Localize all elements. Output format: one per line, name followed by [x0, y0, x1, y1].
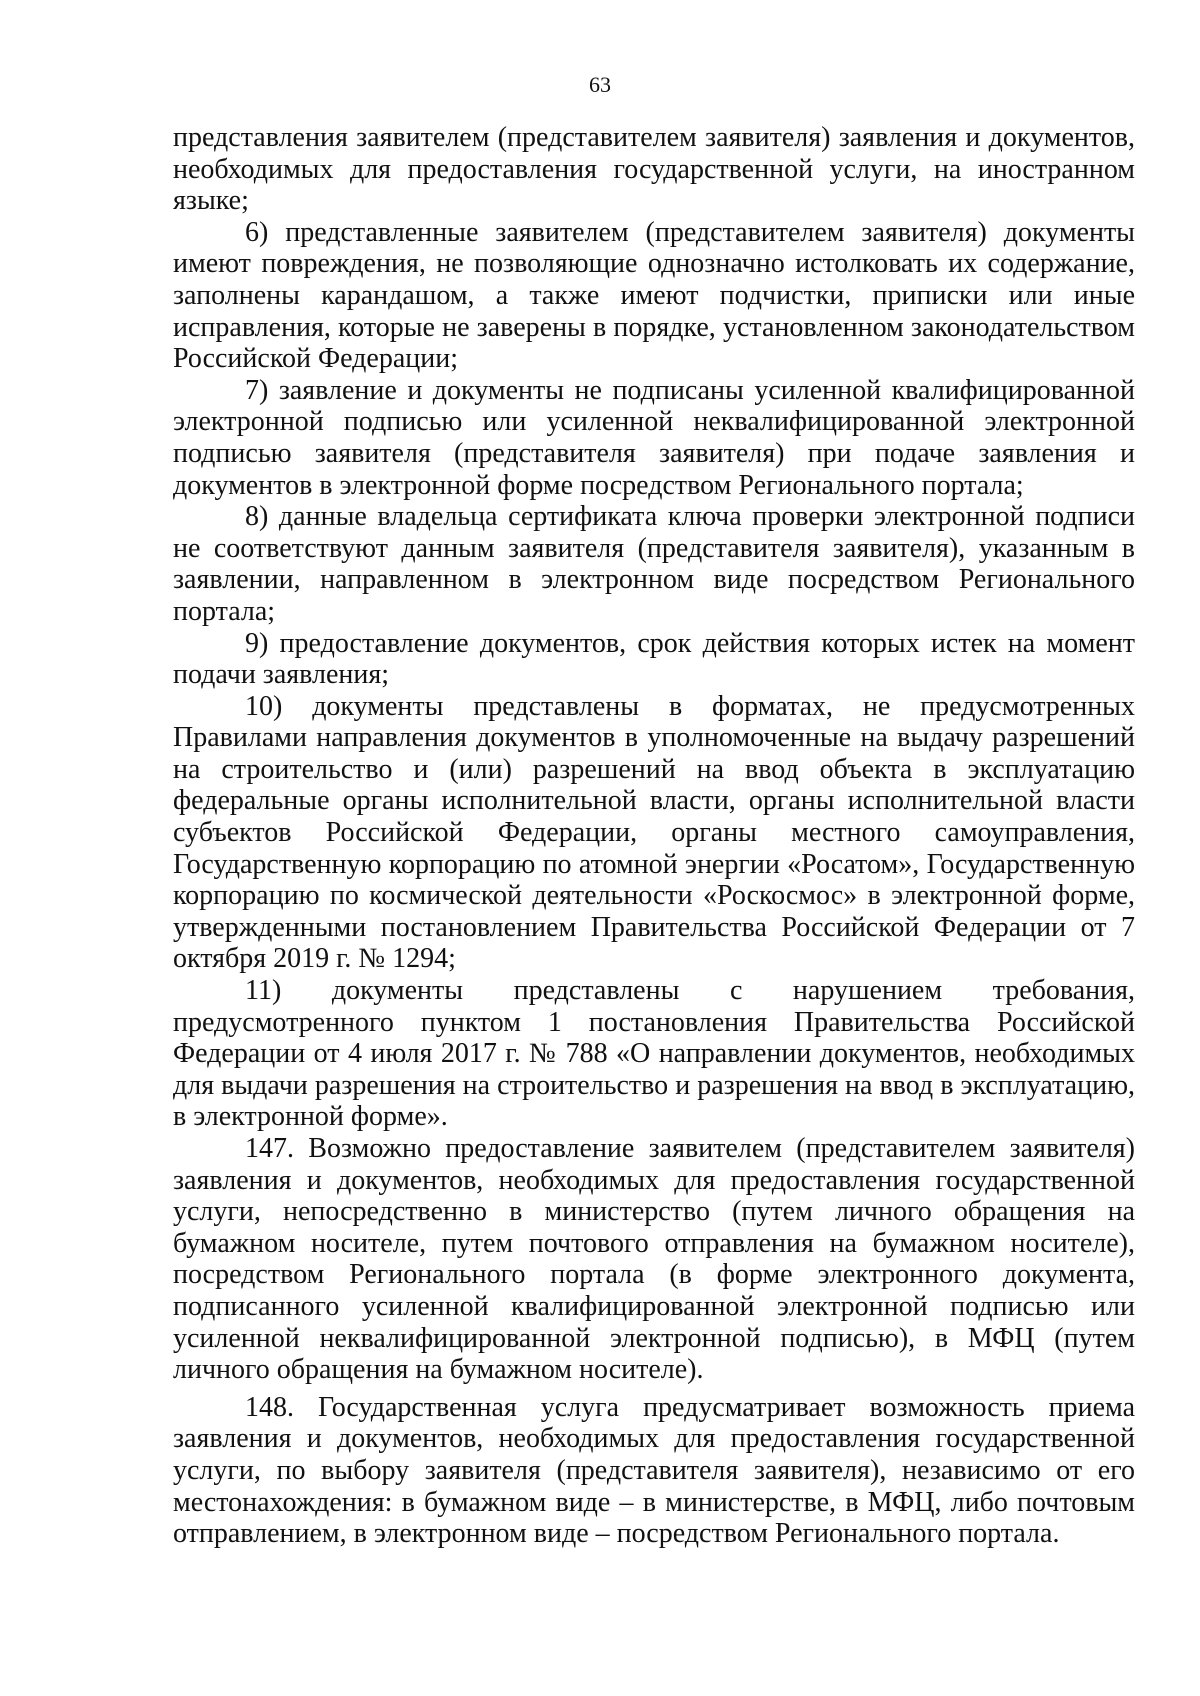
paragraph-148: 148. Государственная услуга предусматривает возможность приема заявления и документов, необходимых для предоставления государственной услуги, по выбору заявителя (представителя заявителя), независимо от его местонахождения: в бумажном виде – в министерстве, в МФЦ, либо почтовым отправлением, в электронном виде – посредством Регионального портала. [173, 1391, 1135, 1550]
paragraph-item-9: 9) предоставление документов, срок действия которых истек на момент подачи заявления; [173, 627, 1135, 691]
paragraph-147: 147. Возможно предоставление заявителем (представителем заявителя) заявления и документов, необходимых для предоставления государственной услуги, непосредственно в министерство (путем личного обращения на бумажном носителе, путем почтового отправления на бумажном носителе), посредством Регионального портала (в форме электронного документа, подписанного усиленной квалифицированной электронной подписью или усиленной неквалифицированной электронной подписью), в МФЦ (путем личного обращения на бумажном носителе). [173, 1133, 1135, 1386]
paragraph-item-10: 10) документы представлены в форматах, не предусмотренных Правилами направления документов в уполномоченные на выдачу разрешений на строительство и (или) разрешений на ввод объекта в эксплуатацию федеральные органы исполнительной власти, органы исполнительной власти субъектов Российской Федерации, органы местного самоуправления, Государственную корпорацию по атомной энергии «Росатом», Государственную корпорацию по космической деятельности «Роскосмос» в электронной форме, утвержденными постановлением Правительства Российской Федерации от 7 октября 2019 г. № 1294; [173, 690, 1135, 975]
page-number: 63 [589, 72, 611, 97]
paragraph-item-11: 11) документы представлены с нарушением требования, предусмотренного пунктом 1 постановления Правительства Российской Федерации от 4 июля 2017 г. № 788 «О направлении документов, необходимых для выдачи разрешения на строительство и разрешения на ввод в эксплуатацию, в электронной форме». [173, 975, 1135, 1133]
paragraph-item-8: 8) данные владельца сертификата ключа проверки электронной подписи не соответствуют данным заявителя (представителя заявителя), указанным в заявлении, направленном в электронном виде посредством Регионального портала; [173, 501, 1135, 627]
paragraph-item-7: 7) заявление и документы не подписаны усиленной квалифицированной электронной подписью или усиленной неквалифицированной электронной подписью заявителя (представителя заявителя) при подаче заявления и документов в электронной форме посредством Регионального портала; [173, 374, 1135, 501]
paragraph-continuation: представления заявителем (представителем заявителя) заявления и документов, необходимых для предоставления государственной услуги, на иностранном языке; [173, 122, 1135, 217]
paragraph-item-6: 6) представленные заявителем (представителем заявителя) документы имеют повреждения, не позволяющие однозначно истолковать их содержание, заполнены карандашом, а также имеют подчистки, приписки или иные исправления, которые не заверены в порядке, установленном законодательством Российской Федерации; [173, 216, 1135, 375]
document-body [173, 122, 1135, 1550]
